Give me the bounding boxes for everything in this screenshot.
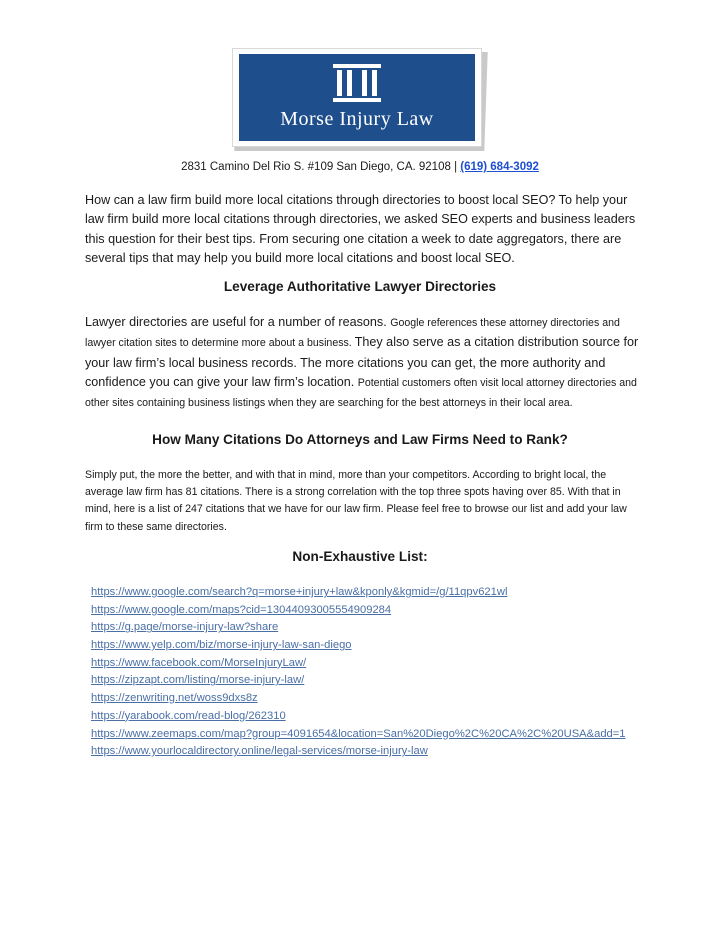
citation-link[interactable]: https://www.yourlocaldirectory.online/legal-services/morse-injury-law bbox=[91, 745, 428, 758]
list-item bbox=[91, 655, 711, 673]
list-item bbox=[91, 743, 711, 761]
citation-link[interactable]: https://g.page/morse-injury-law?share bbox=[91, 621, 279, 634]
list-item bbox=[91, 672, 711, 690]
citation-link[interactable]: https://zipzapt.com/listing/morse-injury-law/ bbox=[91, 674, 305, 687]
intro-paragraph: How can a law firm build more local citations through directories to boost local SEO? To help your law firm build more local citations through directories, we asked SEO experts and business leaders this question for their best tips. From securing one citation a week to date aggregators, there are several tips that may help you build more local citations and boost local SEO. bbox=[85, 193, 636, 265]
list-item bbox=[91, 619, 711, 637]
logo-text: Morse Injury Law bbox=[280, 108, 434, 130]
citation-link[interactable]: https://www.zeemaps.com/map?group=4091654&location=San%20Diego%2C%20CA%2C%20USA&add=1 bbox=[91, 727, 626, 740]
list-item bbox=[91, 602, 711, 620]
citation-link[interactable]: https://www.google.com/search?q=morse+injury+law&kponly&kgmid=/g/11qpv621wl bbox=[91, 586, 508, 598]
list-item bbox=[91, 726, 711, 744]
list-item bbox=[91, 584, 711, 602]
citations-paragraph: Simply put, the more the better, and with that in mind, more than your competitors. According to bright local, the average law firm has 81 citations. There is a strong correlation with the top three spots having over 85. With that in mind, here is a list of 247 citations that we have for our law firm. Please feel free to browse our list and add your law firm to these same directories. bbox=[85, 469, 627, 533]
address-line bbox=[0, 161, 720, 173]
section-heading-directories: Leverage Authoritative Lawyer Directories bbox=[223, 279, 497, 294]
list-item bbox=[91, 690, 711, 708]
citation-link[interactable]: https://yarabook.com/read-blog/262310 bbox=[91, 709, 286, 722]
para-text-small: Potential customers often visit local attorney directories and other sites containing business listings when they are searching for the best attorneys in their local area. bbox=[85, 376, 637, 410]
section-heading-list: Non-Exhaustive List: bbox=[292, 549, 428, 564]
columns-icon bbox=[331, 62, 383, 104]
citation-link[interactable]: https://www.yelp.com/biz/morse-injury-law-san-diego bbox=[91, 639, 352, 652]
para-text: They also serve as a citation distribution source for your law firm’s local business records. The more citations you can get, the more authority and confidence you can give your law firm’s location. bbox=[85, 335, 639, 389]
address-text: 2831 Camino Del Rio S. #109 San Diego, CA. 92108 | bbox=[181, 161, 461, 173]
phone-link[interactable]: (619) 684-3092 bbox=[460, 161, 539, 173]
list-item bbox=[91, 708, 711, 726]
citation-link-list bbox=[91, 584, 711, 761]
para-text: Lawyer directories are useful for a number of reasons. bbox=[85, 315, 391, 329]
directories-paragraph bbox=[85, 313, 645, 413]
citation-link[interactable]: https://www.facebook.com/MorseInjuryLaw/ bbox=[91, 656, 307, 669]
section-heading-citations: How Many Citations Do Attorneys and Law Firms Need to Rank? bbox=[152, 432, 568, 447]
logo-panel bbox=[239, 54, 475, 141]
logo bbox=[232, 48, 482, 147]
list-item bbox=[91, 637, 711, 655]
citation-link[interactable]: https://www.google.com/maps?cid=13044093005554909284 bbox=[91, 603, 392, 616]
citation-link[interactable]: https://zenwriting.net/woss9dxs8z bbox=[91, 692, 258, 705]
para-text-small: Google references these attorney directories and lawyer citation sites to determine more about a business. bbox=[85, 317, 620, 350]
